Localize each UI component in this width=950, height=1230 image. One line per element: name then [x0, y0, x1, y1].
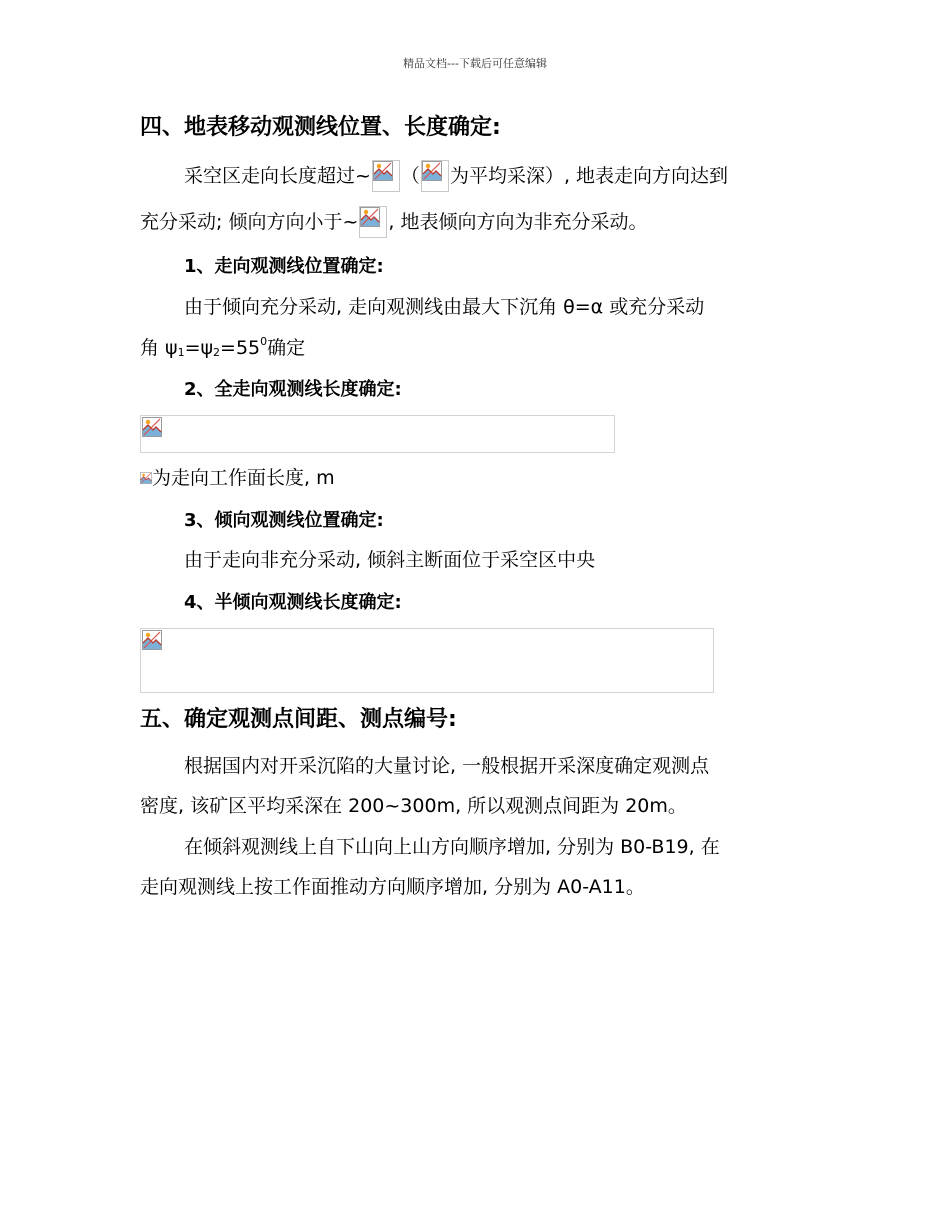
- text-fragment: 确定: [267, 337, 306, 359]
- text-fragment: =55: [220, 337, 261, 359]
- broken-image-icon: [373, 161, 393, 181]
- paragraph-strike-length: [184, 160, 728, 192]
- paragraph-strike-position-cont: [140, 334, 305, 362]
- broken-image-icon: [140, 468, 152, 488]
- text-fragment: 为平均采深）, 地表走向方向达到: [449, 165, 729, 187]
- broken-image-icon: [142, 630, 162, 650]
- formula-image: [359, 206, 387, 238]
- paragraph-point-density: 根据国内对开采沉陷的大量讨论, 一般根据开采深度确定观测点: [184, 755, 710, 777]
- text-fragment: 角 ψ: [140, 337, 178, 359]
- subscript: 1: [177, 346, 185, 359]
- paragraph-point-density-cont: 密度, 该矿区平均采深在 200~300m, 所以观测点间距为 20m。: [140, 795, 687, 817]
- paragraph-strike-length-note: [140, 464, 335, 492]
- section-5-heading: 五、确定观测点间距、测点编号:: [140, 707, 457, 732]
- subheading-2: 2、全走向观测线长度确定:: [184, 379, 402, 400]
- paragraph-dip-position: 由于走向非充分采动, 倾斜主断面位于采空区中央: [184, 549, 596, 571]
- subheading-1: 1、走向观测线位置确定:: [184, 256, 384, 277]
- paragraph-dip-length: [140, 206, 647, 238]
- text-fragment: （: [400, 165, 420, 187]
- formula-image: [421, 160, 449, 192]
- text-fragment: 充分采动; 倾向方向小于~: [140, 211, 359, 233]
- paragraph-point-numbering: 在倾斜观测线上自下山向上山方向顺序增加, 分别为 B0-B19, 在: [184, 836, 720, 858]
- text-fragment: 采空区走向长度超过~: [184, 165, 371, 187]
- page-header: 精品文档---下载后可任意编辑: [403, 57, 547, 70]
- broken-image-icon: [422, 161, 442, 181]
- text-fragment: =ψ: [184, 337, 214, 359]
- superscript: 0: [260, 335, 268, 348]
- paragraph-point-numbering-cont: 走向观测线上按工作面推动方向顺序增加, 分别为 A0-A11。: [140, 876, 645, 898]
- formula-image-box: [140, 415, 615, 453]
- subheading-3: 3、倾向观测线位置确定:: [184, 510, 384, 531]
- subheading-4: 4、半倾向观测线长度确定:: [184, 592, 402, 613]
- text-fragment: 为走向工作面长度, m: [152, 467, 335, 489]
- subscript: 2: [213, 346, 221, 359]
- paragraph-strike-position: 由于倾向充分采动, 走向观测线由最大下沉角 θ=α 或充分采动: [184, 296, 705, 318]
- broken-image-icon: [142, 417, 162, 437]
- broken-image-icon: [360, 207, 380, 227]
- formula-image: [372, 160, 400, 192]
- text-fragment: , 地表倾向方向为非充分采动。: [388, 211, 648, 233]
- formula-image-box: [140, 628, 714, 693]
- section-4-heading: 四、地表移动观测线位置、长度确定:: [140, 115, 501, 140]
